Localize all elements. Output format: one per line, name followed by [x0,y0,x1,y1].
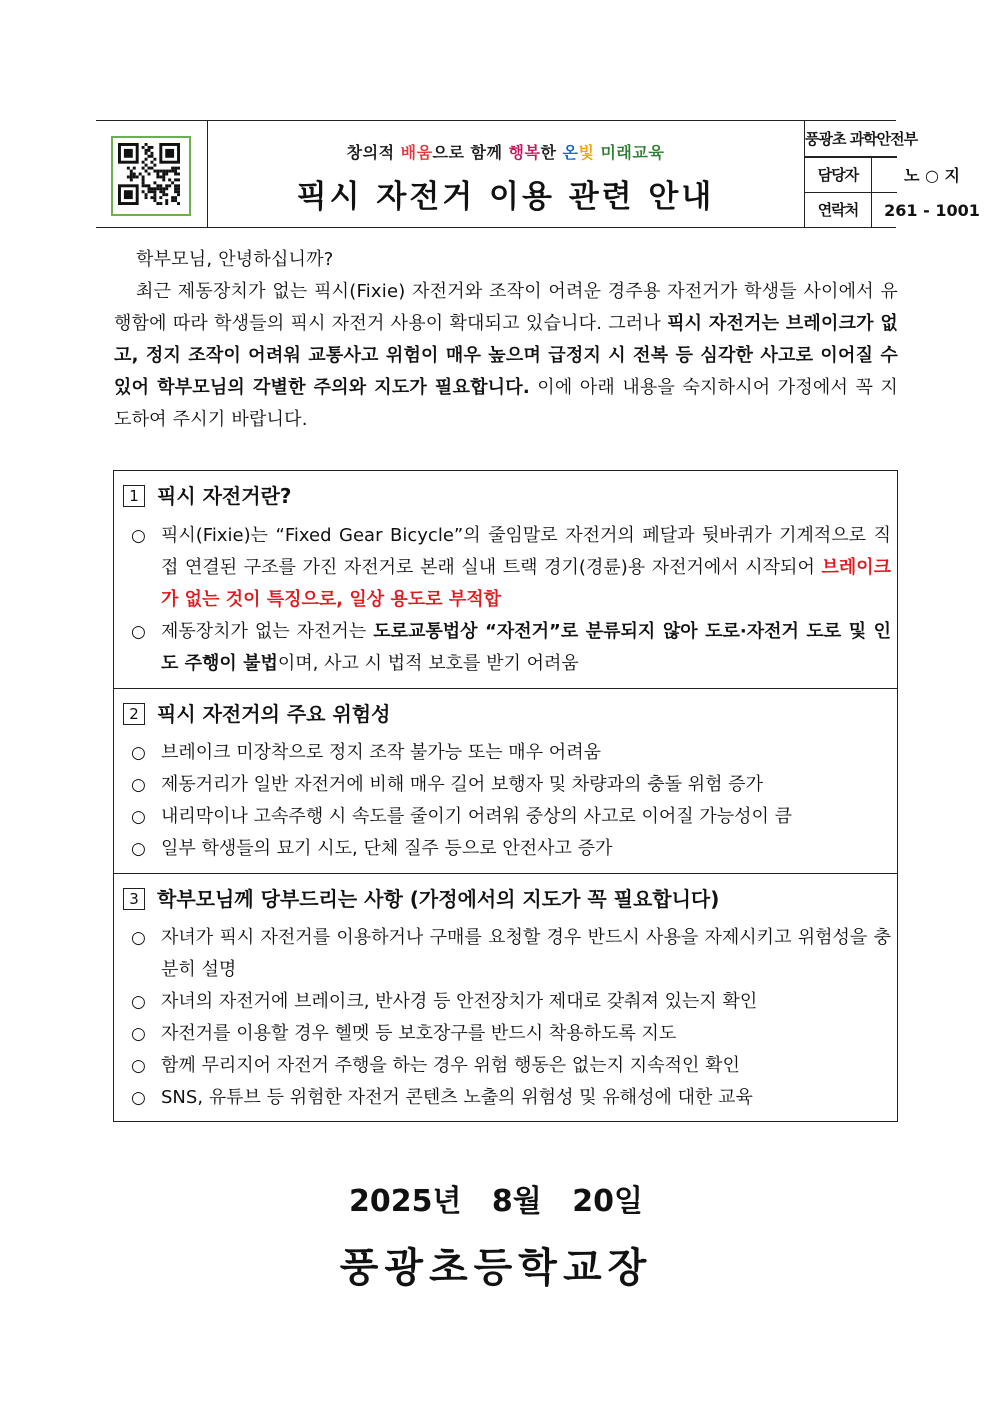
qr-module [162,193,165,196]
list-item [131,1050,891,1082]
section-what-is-fixie [114,471,897,689]
qr-module [153,199,156,202]
intro-text [114,244,898,436]
qr-module [145,184,148,187]
greeting: 학부모님, 안녕하십니까? [136,249,334,270]
qr-module [148,173,151,176]
contact-value: 261 - 1001 [884,201,980,220]
qr-module [171,181,174,184]
list-item [131,986,891,1018]
qr-module [148,146,151,149]
header-title-area [208,121,803,227]
bullet-icon: ○ [131,928,146,948]
contact-table [804,121,980,227]
bullet-icon: ○ [131,622,146,642]
qr-module [177,202,180,205]
qr-module [142,181,145,184]
qr-module [150,167,153,170]
qr-module [162,175,165,178]
bullet-icon: ○ [131,743,146,763]
qr-cell [96,121,208,227]
section-parent-requests [114,874,897,1121]
bullet-icon: ○ [131,839,146,859]
qr-module [177,193,180,196]
qr-module [156,202,159,205]
qr-module [159,202,162,205]
section-items [131,520,891,680]
qr-module [142,178,145,181]
qr-module [174,184,177,187]
section-risks [114,689,897,874]
qr-module [127,167,130,170]
list-item [131,616,891,680]
bullet-icon: ○ [131,526,146,546]
list-item [131,1018,891,1050]
qr-module [145,164,148,167]
section-items [131,737,891,865]
item-text: 자녀가 픽시 자전거를 이용하거나 구매를 요청할 경우 반드시 사용을 자제시키고 위험성을 충분히 설명 [161,927,891,980]
section-title-text: 학부모님께 당부드리는 사항 (가정에서의 지도가 꼭 필요합니다) [157,887,720,911]
contact-row-manager [805,156,960,193]
motto-part: 한 [540,143,563,162]
qr-module [162,178,165,181]
qr-module [159,196,162,199]
section-title [123,701,390,727]
qr-module [165,187,168,190]
qr-module [177,173,180,176]
document-date: 2025년 8월 20일 [349,1184,643,1219]
qr-module [150,161,153,164]
qr-module [174,167,177,170]
qr-module [145,149,148,152]
item-text: 이며, 사고 시 법적 보호를 받기 어려움 [277,653,579,674]
qr-module [162,173,165,176]
department-label: 풍광초 과학안전부 [805,130,918,148]
bullet-icon: ○ [131,1088,146,1108]
qr-module [142,175,145,178]
bullet-icon: ○ [131,807,146,827]
qr-module [159,187,162,190]
qr-module [156,173,159,176]
qr-module [177,187,180,190]
qr-module [133,167,136,170]
list-item [131,801,891,833]
qr-module [165,184,168,187]
qr-module [159,190,162,193]
qr-module [177,167,180,170]
qr-module [174,190,177,193]
list-item [131,737,891,769]
principal-signature: 풍광초등학교장 [339,1245,653,1291]
list-item [131,1082,891,1114]
qr-module [124,190,133,199]
qr-module [130,175,133,178]
item-text: 자녀의 자전거에 브레이크, 반사경 등 안전장치가 제대로 갖춰져 있는지 확인 [161,991,758,1012]
motto-part: 온 [562,143,579,162]
qr-module [150,152,153,155]
qr-module [174,187,177,190]
qr-module [142,161,145,164]
qr-module [145,143,148,146]
section-items [131,922,891,1114]
bullet-icon: ○ [131,992,146,1012]
motto-part: 미래교육 [594,143,665,162]
motto-part: 빛 [578,143,595,162]
qr-module [159,170,162,173]
qr-module [168,184,171,187]
qr-module [171,170,174,173]
motto-part: 배움 [400,143,433,162]
intro-paragraph [114,276,898,436]
qr-module [145,152,148,155]
qr-module [174,178,177,181]
qr-module [127,175,130,178]
qr-module [165,149,174,158]
list-item [131,922,891,986]
qr-module [177,190,180,193]
item-text: 픽시(Fixie)는 “Fixed Gear Bicycle”의 줄임말로 자전거의 페달과 뒷바퀴가 기계적으로 직접 연결된 구조를 가진 자전거로 본래 실내 트랙 경기(경륜)용 자전거에서 시작되어 [161,525,891,578]
list-item [131,833,891,865]
qr-module [156,170,159,173]
qr-module [174,173,177,176]
qr-module [174,199,177,202]
item-text: 내리막이나 고속주행 시 속도를 줄이기 어려워 중상의 사고로 이어질 가능성이 큼 [161,806,793,827]
item-text: 함께 무리지어 자전거 주행을 하는 경우 위험 행동은 없는지 지속적인 확인 [161,1055,740,1076]
section-number: 1 [123,485,145,507]
document-header [96,120,980,228]
item-text: 브레이크 미장착으로 정지 조작 불가능 또는 매우 어려움 [161,742,601,763]
qr-module [142,167,145,170]
qr-module [153,193,156,196]
qr-module [148,190,151,193]
qr-module [150,196,153,199]
section-title [123,886,719,912]
qr-module [165,173,168,176]
contact-value: 노 ○ 지 [903,166,960,185]
qr-module [133,173,136,176]
qr-module [148,167,151,170]
qr-module [165,193,168,196]
intro-text-plain: 최근 제동장치가 없는 픽시(Fixie) 자전거와 조작이 어려운 경주용 자전거가 학생들 사이에서 유행함에 따라 학생들의 픽시 자전거 사용이 확대되고 있습니다. 그러나 [114,281,898,334]
qr-module [156,187,159,190]
qr-module [165,202,168,205]
qr-module [148,149,151,152]
contact-label: 담당자 [805,158,872,193]
qr-module [148,184,151,187]
qr-module [150,146,153,149]
qr-module [130,173,133,176]
qr-module [145,158,148,161]
list-item [131,769,891,801]
qr-module [124,149,133,158]
item-text: 일부 학생들의 묘기 시도, 단체 질주 등으로 안전사고 증가 [161,838,613,859]
qr-module [162,187,165,190]
qr-module [150,187,153,190]
qr-module [156,175,159,178]
qr-module [153,190,156,193]
section-title-text: 픽시 자전거란? [157,484,292,508]
qr-module [150,155,153,158]
qr-module [153,187,156,190]
qr-module [177,178,180,181]
section-title [123,483,291,509]
qr-module [148,187,151,190]
qr-module [130,170,133,173]
qr-module [136,175,139,178]
qr-module [156,184,159,187]
motto-part: 행복 [508,143,541,162]
page-title: 픽시 자전거 이용 관련 안내 [296,179,715,215]
qr-module [153,164,156,167]
qr-module [168,178,171,181]
qr-module [165,170,168,173]
qr-module [145,193,148,196]
qr-module [153,181,156,184]
item-text: SNS, 유튜브 등 위험한 자전거 콘텐츠 노출의 위험성 및 유해성에 대한 교육 [161,1087,753,1108]
qr-module [153,196,156,199]
qr-module [139,173,142,176]
contact-label: 연락처 [805,193,872,228]
qr-module [159,175,162,178]
qr-module [171,199,174,202]
section-title-text: 픽시 자전거의 주요 위험성 [157,702,391,726]
contact-row-phone [805,192,980,228]
qr-module [130,178,133,181]
qr-module [133,175,136,178]
bullet-icon: ○ [131,1056,146,1076]
qr-module [168,170,171,173]
qr-module [153,158,156,161]
qr-module [174,170,177,173]
bullet-icon: ○ [131,775,146,795]
qr-module [142,184,145,187]
intro-text-plain: 이에 아래 내용을 숙지하시어 가정에서 꼭 지도하여 주시기 바랍니다. [114,377,898,430]
item-text-bold: 도로교통법상 “자전거”로 분류되지 않아 도로·자전거 도로 및 인도 주행이 불법 [161,621,891,674]
item-text-red: 브레이크가 없는 것이 특징으로, 일상 용도로 부적합 [161,557,891,610]
section-number: 2 [123,703,145,725]
motto-part: 으로 함께 [432,143,509,162]
intro-text-bold: 픽시 자전거는 브레이크가 없고, 정지 조작이 어려워 교통사고 위험이 매우 높으며 급정지 시 전복 등 심각한 사고로 이어질 수 있어 학부모님의 각별한 주의와 지도가 필요합니다. [114,313,898,398]
qr-module [171,167,174,170]
bullet-icon: ○ [131,1024,146,1044]
motto-part: 창의적 [346,143,401,162]
qr-module [142,190,145,193]
item-text: 자전거를 이용할 경우 헬멧 등 보호장구를 반드시 착용하도록 지도 [161,1023,677,1044]
qr-module [145,196,148,199]
qr-module [165,199,168,202]
qr-module [162,190,165,193]
qr-code-icon[interactable] [111,136,191,216]
qr-module [174,196,177,199]
item-text: 제동거리가 일반 자전거에 비해 매우 길어 보행자 및 차량과의 충돌 위험 증가 [161,774,763,795]
qr-module [148,155,151,158]
list-item [131,520,891,616]
qr-module [142,146,145,149]
qr-module [150,190,153,193]
item-text: 제동장치가 없는 자전거는 [161,621,374,642]
section-number: 3 [123,888,145,910]
info-box [113,470,898,1122]
qr-module [177,184,180,187]
qr-module [145,170,148,173]
qr-module [171,196,174,199]
school-motto [208,140,803,163]
qr-module [162,170,165,173]
qr-module [159,184,162,187]
qr-module [153,170,156,173]
